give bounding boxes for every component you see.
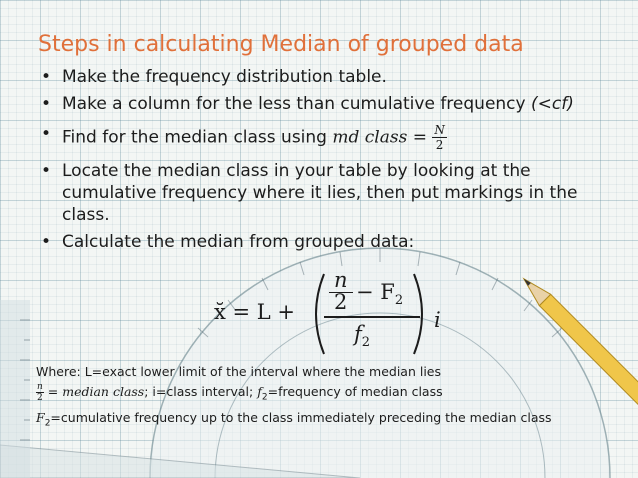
definition-line-2 xyxy=(36,382,552,408)
small-fraction-numerator: n xyxy=(37,382,43,392)
two-denominator: 2 xyxy=(334,290,348,314)
list-item xyxy=(38,66,598,88)
cumulative-frequency-text: =cumulative frequency up to the class immediately preceding the median class xyxy=(50,409,552,425)
F-symbol: F xyxy=(36,409,45,425)
f-text: f xyxy=(354,322,362,346)
right-paren-icon xyxy=(410,272,432,356)
list-item xyxy=(38,231,598,253)
definitions xyxy=(36,362,552,433)
step-text: Calculate the median from grouped data: xyxy=(62,232,415,252)
small-fraction-denominator: 2 xyxy=(37,393,43,403)
minus-F-text: − F xyxy=(356,280,395,304)
less-than-cf-label: (<cf) xyxy=(531,94,574,114)
definition-line-3 xyxy=(36,408,552,434)
f-subscript: 2 xyxy=(361,335,371,351)
step-text: Find for the median class using xyxy=(62,127,333,148)
f-subscript-small: 2 xyxy=(261,392,268,403)
median-class-equation: md class = xyxy=(332,127,433,148)
F-subscript-small: 2 xyxy=(44,418,51,428)
f2-denominator xyxy=(354,322,370,350)
step-text: Make the frequency distribution table. xyxy=(62,67,387,87)
list-item xyxy=(38,160,598,226)
slide-title: Steps in calculating Median of grouped data xyxy=(38,32,524,57)
f-symbol: f xyxy=(257,384,262,399)
fraction-denominator: 2 xyxy=(435,138,444,152)
steps-list xyxy=(38,66,598,258)
main-fraction-bar xyxy=(324,316,420,318)
n-over-2-small-fraction xyxy=(36,382,44,403)
formula-lhs: x̆ = L + xyxy=(214,300,296,324)
step-text: Locate the median class in your table by looking at the cumulative frequency where it lies, then put markings in the class. xyxy=(62,161,578,225)
fraction-numerator: N xyxy=(434,123,445,137)
definition-line-1: Where: L=exact lower limit of the interval where the median lies xyxy=(36,364,442,379)
interval-i: i xyxy=(434,308,441,332)
step-text: Make a column for the less than cumulative frequency xyxy=(62,94,531,114)
frequency-text: =frequency of median class xyxy=(267,384,443,399)
list-item xyxy=(38,123,598,152)
n-over-2-fraction xyxy=(432,123,447,152)
left-paren-icon xyxy=(306,272,328,356)
n-numerator: n xyxy=(334,268,348,292)
median-class-term: = median class xyxy=(43,384,145,399)
minus-F xyxy=(356,280,403,308)
F-subscript: 2 xyxy=(394,293,404,309)
class-interval-text: ; i=class interval; xyxy=(144,384,258,399)
list-item xyxy=(38,93,598,115)
